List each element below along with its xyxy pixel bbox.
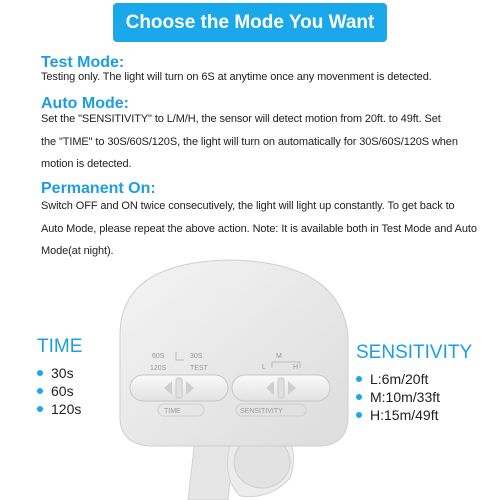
- time-title: TIME: [37, 336, 83, 357]
- auto-mode-line-3: motion is detected.: [41, 158, 132, 170]
- permanent-on-line-1: Switch OFF and ON twice consecutively, the light will light up constantly. To get back to: [41, 200, 455, 212]
- time-option: 60s: [37, 382, 82, 400]
- label-120s: 120S: [150, 365, 167, 372]
- bullet-icon: [356, 394, 362, 400]
- sensitivity-option: M:10m/33ft: [356, 388, 472, 406]
- sensitivity-option: L:6m/20ft: [356, 370, 472, 388]
- bullet-icon: [37, 370, 43, 376]
- sensitivity-options: [356, 342, 472, 424]
- label-l: L: [262, 364, 266, 371]
- permanent-on-line-3: Mode(at night).: [41, 245, 114, 257]
- label-sensitivity: SENSITIVITY: [240, 408, 283, 415]
- time-option: 30s: [37, 364, 82, 382]
- auto-mode-heading: Auto Mode:: [41, 95, 129, 112]
- label-h: H: [293, 364, 299, 371]
- test-mode-heading: Test Mode:: [41, 54, 125, 71]
- permanent-on-heading: Permanent On:: [41, 180, 156, 197]
- banner-title: Choose the Mode You Want: [113, 3, 387, 42]
- sensitivity-dial[interactable]: [232, 375, 330, 401]
- label-30s: 30S: [190, 353, 203, 360]
- test-mode-text: Testing only. The light will turn on 6S at anytime once any movenment is detected.: [41, 71, 432, 83]
- permanent-on-line-2: Auto Mode, please repeat the above action. Note: It is available both in Test Mode and Auto: [41, 223, 477, 235]
- bullet-icon: [37, 406, 43, 412]
- auto-mode-line-1: Set the "SENSITIVITY" to L/M/H, the sensor will detect motion from 20ft. to 49ft. Set: [41, 113, 441, 125]
- bullet-icon: [37, 388, 43, 394]
- label-60s: 60S: [152, 353, 165, 360]
- label-test: TEST: [190, 365, 208, 372]
- bullet-icon: [356, 376, 362, 382]
- auto-mode-line-2: the "TIME" to 30S/60S/120S, the light will turn on automatically for 30S/60S/120S when: [41, 136, 458, 148]
- time-dial[interactable]: [130, 375, 228, 401]
- time-option: 120s: [37, 400, 82, 418]
- label-time: TIME: [164, 408, 181, 415]
- bullet-icon: [356, 412, 362, 418]
- label-m: M: [276, 353, 282, 360]
- time-options: [37, 336, 82, 418]
- sensitivity-option: H:15m/49ft: [356, 406, 472, 424]
- sensitivity-title: SENSITIVITY: [356, 342, 473, 363]
